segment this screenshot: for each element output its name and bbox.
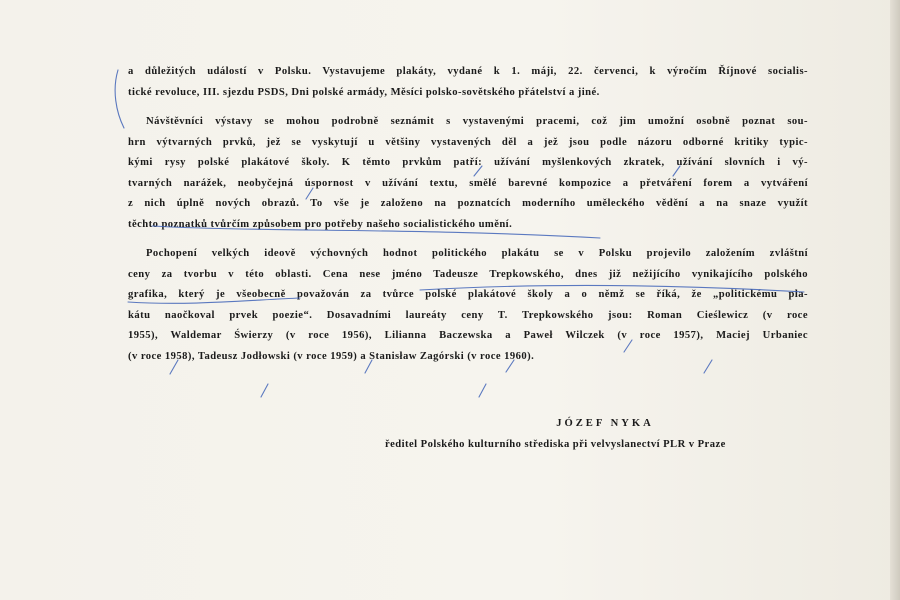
text-line: těchto poznatků tvůrčím způsobem pro potřeby našeho socialistického umění. bbox=[128, 218, 513, 230]
text-line: (v roce 1958), Tadeusz Jodłowski (v roce 1959) a Stanisław Zagórski (v roce 1960). bbox=[128, 350, 535, 362]
text-line: 1955), Waldemar Świerzy (v roce 1956), Lilianna Baczewska a Paweł Wilczek (v roce 1957), Maciej Urbaniec bbox=[128, 330, 808, 341]
text-line: a důležitých událostí v Polsku. Vystavujeme plakáty, vydané k 1. máji, 22. červenci, k výročím Říjnové socialis- bbox=[128, 66, 808, 77]
text-line: tické revoluce, III. sjezdu PSDS, Dni polské armády, Měsíci polsko-sovětského přátelství a jiné. bbox=[128, 86, 600, 98]
text-line: Pochopení velkých ideově výchovných hodnot politického plakátu se v Polsku projevilo založením zvláštní bbox=[146, 248, 808, 259]
text-line: tvarných narážek, neobyčejná úspornost v užívání textu, smělé barevné kompozice a přetváření forem a vytváření bbox=[128, 177, 808, 189]
signature-role: ředitel Polského kulturního střediska při velvyslanectví PLR v Praze bbox=[385, 439, 726, 450]
paragraph-1 bbox=[128, 62, 808, 103]
paragraph-3 bbox=[128, 244, 808, 367]
text-line: kými rysy polské plakátové školy. K těmto prvkům patří: užívání myšlenkových zkratek, užívání slovních i vý- bbox=[128, 157, 808, 168]
signature-name: JÓZEF NYKA bbox=[556, 418, 654, 429]
document-body bbox=[128, 62, 808, 376]
text-line: z nich úplně nových obrazů. To vše je založeno na poznatcích moderního uměleckého vědění a na snaze využít bbox=[128, 198, 808, 209]
text-line: Návštěvníci výstavy se mohou podrobně seznámit s vystavenými pracemi, což jim umožní osobně poznat sou- bbox=[146, 116, 808, 127]
text-line: kátu naočkoval prvek poezie“. Dosavadními laureáty ceny T. Trepkowského jsou: Roman Cieślewicz (v roce bbox=[128, 309, 808, 321]
text-line: hrn výtvarných prvků, jež se vyskytují u většiny vystavených děl a jež jsou podle názoru odborné kritiky typic- bbox=[128, 136, 808, 148]
paragraph-2 bbox=[128, 112, 808, 235]
signature-block bbox=[385, 418, 805, 450]
text-line: grafika, který je všeobecně považován za tvůrce polské plakátové školy a o němž se říká, že „politickému pla- bbox=[128, 289, 808, 300]
page-edge bbox=[890, 0, 900, 600]
text-line: ceny za tvorbu v této oblasti. Cena nese jméno Tadeusze Trepkowského, dnes již nežijícího vynikajícího polského bbox=[128, 268, 808, 280]
